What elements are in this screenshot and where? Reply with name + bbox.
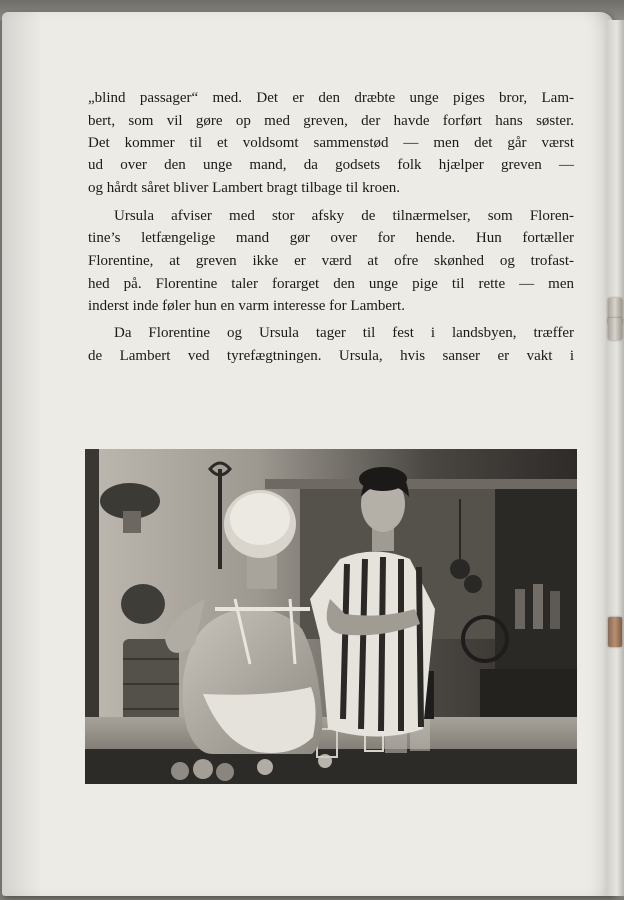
text-line: bert, som vil gøre op med greven, der havde forført hans søster. [88, 113, 574, 129]
staple-bottom [608, 617, 622, 647]
text-line: de Lambert ved tyrefægtningen. Ursula, hvis sanser er vakt i [88, 348, 574, 364]
text-line: Florentine, at greven ikke er værd at ofre skønhed og trofast- [88, 253, 574, 269]
text-line: tine’s letfængelige mand gør over for hende. Hun fortæller [88, 230, 574, 246]
text-line: inderst inde føler hun en varm interesse for Lambert. [88, 298, 405, 314]
paragraph-start-line: Da Florentine og Ursula tager til fest i landsbyen, træffer [114, 325, 574, 341]
paragraph-start-line: Ursula afviser med stor afsky de tilnærmelser, som Floren- [114, 208, 574, 224]
text-line: og hårdt såret bliver Lambert bragt tilbage til kroen. [88, 180, 400, 196]
page-edge [606, 20, 624, 896]
text-line: hed på. Florentine taler forarget den unge pige til rette — men [88, 276, 574, 292]
text-line: „blind passager“ med. Det er den dræbte unge piges bror, Lam- [88, 90, 574, 106]
text-line: ud over den unge mand, da godsets folk hjælper greven — [88, 157, 574, 173]
staple-top-lower [608, 318, 622, 340]
film-still-photo [85, 449, 577, 784]
text-line: Det kommer til et voldsomt sammenstød — men det går værst [88, 135, 574, 151]
